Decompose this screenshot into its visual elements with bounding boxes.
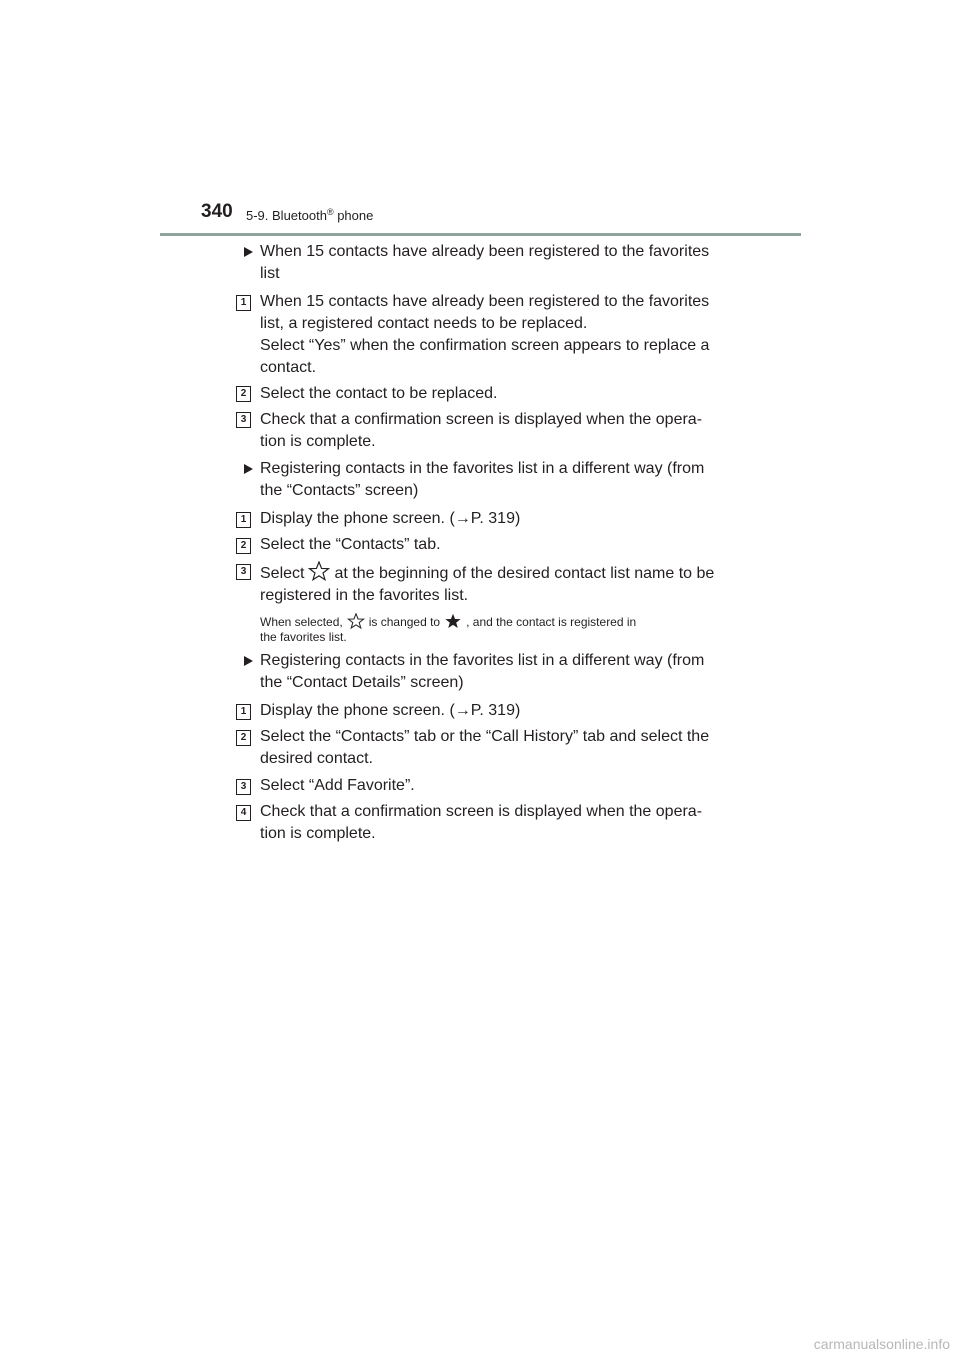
heading-line: When 15 contacts have already been registered to the favorites [260, 243, 710, 260]
section-title [246, 207, 373, 223]
triangle-bullet-icon [244, 464, 253, 474]
step-text [260, 726, 745, 770]
step-line: registered in the favorites list. [260, 587, 469, 604]
star-filled-icon [444, 613, 462, 629]
step-number: 2 [236, 386, 251, 402]
note-post: , and the contact is registered in [466, 615, 637, 629]
page-header [0, 0, 960, 240]
section-heading [260, 458, 745, 502]
step-line [260, 561, 745, 585]
step-text [260, 409, 745, 453]
step-line: Select the “Contacts” tab or the “Call History” tab and select the [260, 728, 710, 745]
step-number: 4 [236, 805, 251, 821]
registered-mark: ® [326, 207, 334, 217]
step-line: Check that a confirmation screen is displayed when the opera- [260, 411, 703, 428]
step-number: 1 [236, 295, 251, 311]
step-text [260, 291, 745, 379]
page-number: 340 [201, 201, 233, 222]
step-line: Select the “Contacts” tab. [260, 536, 441, 553]
heading-line: the “Contact Details” screen) [260, 674, 464, 691]
section-title-prefix: 5-9. Bluetooth [246, 208, 327, 223]
header-rule [160, 233, 801, 236]
step-line: tion is complete. [260, 433, 376, 450]
triangle-bullet-icon [244, 247, 253, 257]
note-line: the favorites list. [260, 630, 347, 644]
step-number: 2 [236, 730, 251, 746]
step-number: 3 [236, 779, 251, 795]
step-number: 1 [236, 512, 251, 528]
step-number: 1 [236, 704, 251, 720]
step-text [260, 801, 745, 845]
step-text [260, 775, 745, 797]
step-number: 2 [236, 538, 251, 554]
watermark: carmanualsonline.info [813, 1336, 950, 1352]
step-line: Select the contact to be replaced. [260, 385, 498, 402]
heading-line: list [260, 265, 280, 282]
section-heading [260, 241, 745, 285]
heading-line: Registering contacts in the favorites list in a different way (from [260, 460, 705, 477]
step-line: Display the phone screen. (→P. 319) [260, 510, 521, 527]
step-text [260, 508, 745, 530]
step-text-post: at the beginning of the desired contact list name to be [334, 565, 715, 582]
step-line: desired contact. [260, 750, 373, 767]
star-outline-icon [308, 561, 330, 581]
step-number: 3 [236, 564, 251, 580]
note-mid: is changed to [368, 615, 441, 629]
step-text-pre: Select [260, 565, 305, 582]
step-line: When 15 contacts have already been registered to the favorites [260, 293, 710, 310]
step-line: contact. [260, 359, 317, 376]
section-title-suffix: phone [333, 208, 374, 223]
note-text [260, 613, 745, 645]
note-pre: When selected, [260, 615, 343, 629]
step-line: Select “Yes” when the confirmation screen appears to replace a [260, 337, 710, 354]
step-line: Check that a confirmation screen is displayed when the opera- [260, 803, 703, 820]
step-text [260, 383, 745, 405]
heading-line: the “Contacts” screen) [260, 482, 419, 499]
step-text [260, 561, 745, 607]
note-line [260, 613, 745, 630]
step-line: Display the phone screen. (→P. 319) [260, 702, 521, 719]
step-line: Select “Add Favorite”. [260, 777, 415, 794]
step-number: 3 [236, 412, 251, 428]
step-line: tion is complete. [260, 825, 376, 842]
heading-line: Registering contacts in the favorites list in a different way (from [260, 652, 705, 669]
step-text [260, 534, 745, 556]
section-heading [260, 650, 745, 694]
star-outline-icon [347, 613, 365, 629]
step-line: list, a registered contact needs to be replaced. [260, 315, 588, 332]
triangle-bullet-icon [244, 656, 253, 666]
step-text [260, 700, 745, 722]
